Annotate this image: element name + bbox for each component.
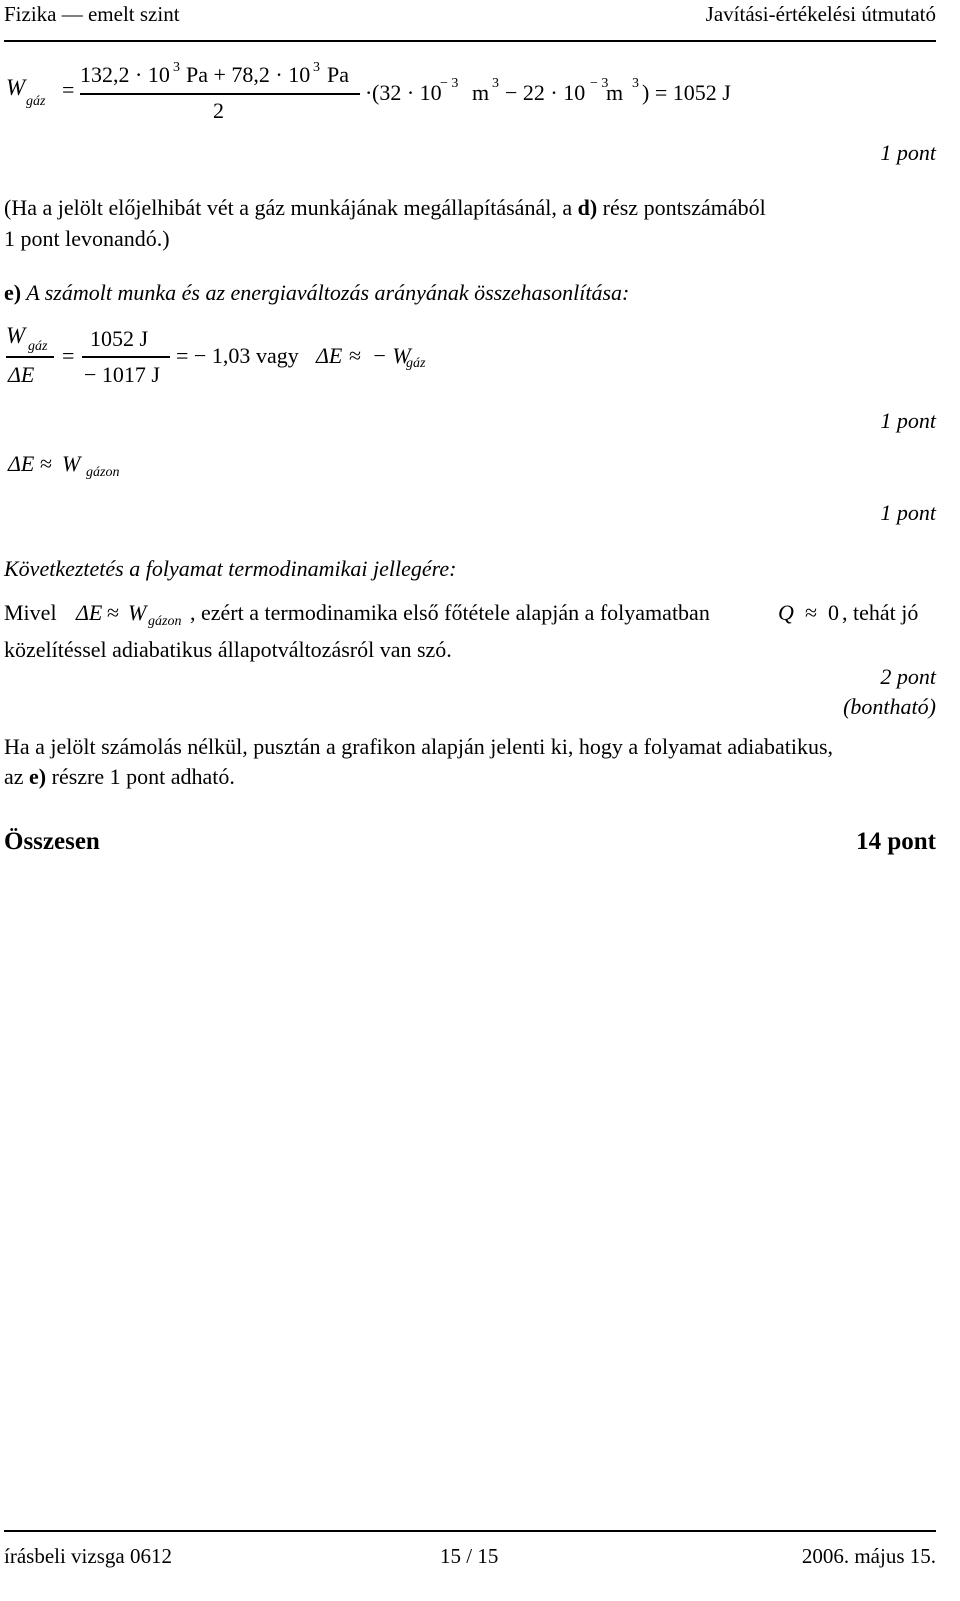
points-2: 1 pont (880, 408, 936, 433)
header-left: Fizika — emelt szint (4, 2, 180, 26)
footer-rule (4, 1530, 936, 1532)
footer-page: 15 / 15 (440, 1544, 499, 1568)
note-graph-only: Ha a jelölt számolás nélkül, pusztán a grafikon alapján jelenti ki, hogy a folyamat adiabatikus, (4, 734, 834, 759)
conclusion-title: Következtetés a folyamat termodinamikai jellegére: (4, 556, 457, 581)
fraction-bar (80, 93, 360, 95)
header-right: Javítási-értékelési útmutató (705, 2, 936, 26)
points-1: 1 pont (880, 140, 936, 165)
note-d-deduction: (Ha a jelölt előjelhibát vét a gáz munkájának megállapításánál, a d) rész pontszámából (4, 195, 766, 220)
points-4-note: (bontható) (843, 694, 936, 719)
note-graph-only-line2: az e) részre 1 pont adható. (4, 764, 235, 789)
footer-left: írásbeli vizsga 0612 (4, 1544, 172, 1568)
footer-date: 2006. május 15. (801, 1544, 936, 1568)
header-rule (4, 40, 936, 42)
section-e-heading: e) A számolt munka és az energiaváltozás arányának összehasonlítása: (4, 280, 630, 305)
conclusion-line2: közelítéssel adiabatikus állapotváltozásról van szó. (4, 637, 452, 662)
total-value: 14 pont (856, 828, 936, 855)
note-d-deduction-line2: 1 pont levonandó.) (4, 226, 170, 251)
total-label: Összesen (4, 828, 100, 855)
points-3: 1 pont (880, 500, 936, 525)
points-4: 2 pont (880, 664, 936, 689)
